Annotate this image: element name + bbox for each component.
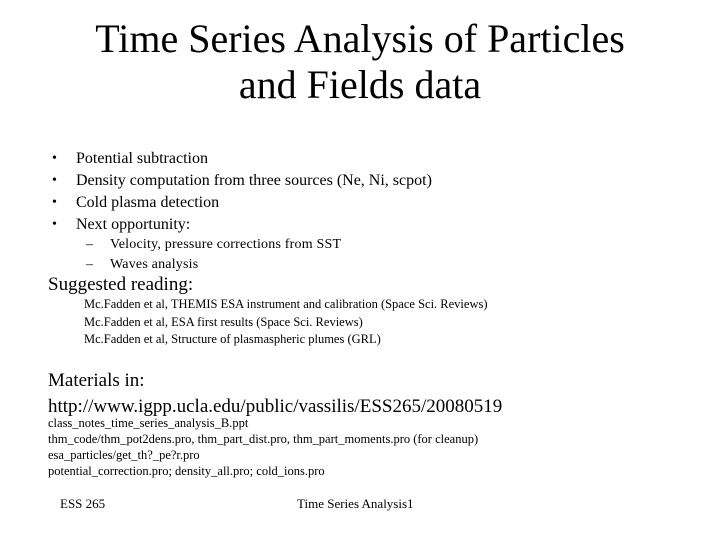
file-item: potential_correction.pro; density_all.pro; cold_ions.pro: [48, 464, 325, 478]
materials-url: http://www.igpp.ucla.edu/public/vassilis/ESS265/20080519: [48, 396, 503, 417]
bullet-text: Potential subtraction: [76, 150, 208, 167]
reading-item: Mc.Fadden et al, ESA first results (Space Sci. Reviews): [84, 314, 363, 329]
bullet-text: Density computation from three sources (Ne, Ni, scpot): [76, 172, 432, 189]
bullet-text: Next opportunity:: [76, 216, 191, 233]
sub-bullet-item: [86, 255, 341, 275]
file-item: class_notes_time_series_analysis_B.ppt: [48, 416, 249, 430]
slide-title-line-1: Time Series Analysis of Particles: [95, 16, 625, 61]
reading-item: Mc.Fadden et al, THEMIS ESA instrument and calibration (Space Sci. Reviews): [84, 297, 488, 311]
bullet-marker: •: [52, 217, 57, 232]
bullet-marker: •: [52, 151, 57, 166]
slide-title: [40, 16, 680, 108]
materials-block: [48, 368, 502, 420]
file-list: [48, 415, 478, 479]
bullet-item: [52, 148, 432, 170]
bullet-marker: •: [52, 173, 57, 188]
footer-course: ESS 265: [60, 496, 106, 511]
sub-bullet-list: [86, 235, 341, 275]
reading-list: [84, 296, 488, 349]
dash-marker: –: [86, 257, 94, 272]
file-item: esa_particles/get_th?_pe?r.pro: [48, 448, 200, 462]
sub-bullet-text: Velocity, pressure corrections from SST: [110, 237, 342, 252]
footer-slide-label: Time Series Analysis1: [297, 496, 414, 511]
bullet-item: [52, 170, 432, 192]
materials-heading: Materials in:: [48, 370, 145, 391]
reading-item: Mc.Fadden et al, Structure of plasmaspheric plumes (GRL): [84, 332, 381, 346]
bullet-text: Cold plasma detection: [76, 194, 220, 211]
dash-marker: –: [86, 237, 94, 252]
bullet-list: [52, 148, 432, 236]
sub-bullet-text: Waves analysis: [110, 257, 199, 272]
bullet-item: [52, 192, 432, 214]
sub-bullet-item: [86, 235, 341, 255]
file-item: thm_code/thm_pot2dens.pro, thm_part_dist.pro, thm_part_moments.pro (for cleanup): [48, 432, 479, 446]
slide-title-line-2: and Fields data: [238, 62, 482, 107]
bullet-item: [52, 214, 432, 236]
suggested-reading-heading: Suggested reading:: [48, 274, 194, 295]
bullet-marker: •: [52, 195, 57, 210]
